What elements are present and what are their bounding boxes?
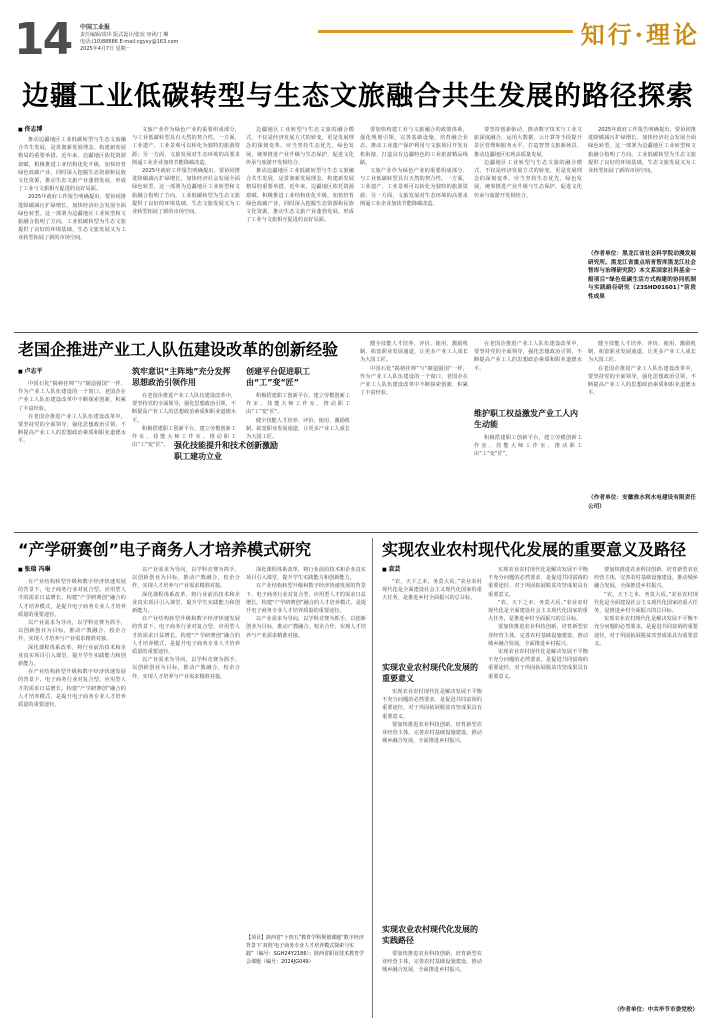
main-col-1 [18, 136, 126, 326]
main-byline: ■ 佟志博 [18, 126, 42, 134]
main-col-3 [246, 126, 354, 326]
article4-paragraph: 要加快推进农业科技创新，培育新型农业经营主体，完善农村基础设施建设，推动城乡融合发展，全面推进乡村振兴。 [382, 721, 482, 745]
article2-paragraph: 健全技能人才培养、评价、使用、激励机制，拓宽职业发展通道，让更多产业工人成长为大国工匠。 [588, 341, 696, 364]
article2-subhead-3: 强化技能提升和技术创新激励职工建功立业 [174, 440, 284, 462]
main-paragraph: 要坚持创新驱动，推动数字技术与工业文旅深度融合，运用大数据、云计算等手段提升景区管理和服务水平，打造智慧文旅新场景，推动边疆地区实现高质量发展。 [474, 127, 582, 158]
article3-paragraph: 深化课程体系改革，将行业前沿技术和企业真实项目引入课堂，提升学生实践能力和创新能力。 [132, 591, 240, 615]
main-paragraph: 边疆地区工业转型与生态文旅的融合模式，不仅是经济发展方式的转变，更是发展理念的深刻变革。应当坚持生态优先、绿色发展，统筹推进产业升级与生态保护，促进文化传承与旅游开发相结合。 [474, 159, 582, 199]
divider [14, 332, 698, 333]
main-headline: 边疆工业低碳转型与生态文旅融合共生发展的路径探索 [22, 81, 694, 112]
main-paragraph: 要加快构建工业与文旅融合的政策体系，强化规划引领，完善基础设施，培育融合业态，推动工业遗产保护利用与文旅项目开发有机衔接，打造具有边疆特色的工业旅游精品线路。 [360, 127, 468, 166]
article4-paragraph: “农，天下之本，务莫大焉。”农业农村现代化是全面建设社会主义现代化国家的重大任务，是推进乡村全面振兴的总目标。 [488, 599, 588, 623]
article2-author-note: （作者单位：安徽淮水利水电建设有限责任公司） [588, 495, 696, 510]
article3-paragraph: 在产业结构转型升级和数字经济快速发展的背景下，电子商务行业对复合型、应用型人才的需求日益增长。构建“产学研赛创”融合的人才培养模式，是提升电子商务专业人才培养质量的重要途径。 [18, 579, 126, 618]
article4-col-3 [594, 566, 698, 1002]
article3-paragraph: 深化课程体系改革，将行业前沿技术和企业真实项目引入课堂，提升学生实践能力和创新能力。 [246, 567, 366, 582]
article2-paragraph: 健全技能人才培养、评价、使用、激励机制，拓宽职业发展通道，让更多产业工人成长为大国工匠。 [246, 417, 350, 441]
article3-paragraph: 深化课程体系改革，将行业前沿技术和企业真实项目引入课堂，提升学生实践能力和创新能力。 [18, 644, 126, 668]
article4-col-1b [382, 688, 482, 920]
contact-line: 电话:(10)88886 E-mail:cgyxy@163.com [80, 39, 179, 45]
article2-subhead-2: 创建平台促进职工由“工”变“匠” [246, 367, 310, 387]
main-paragraph: 推动边疆地区工业低碳转型与生态文旅融合共生发展，是贯彻新发展理念、构建新发展格局的重要举措。近年来，边疆地区依托资源禀赋，积极推进工业结构优化升级，加快培育绿色低碳产业，同时深入挖掘生态资源和民族文化资源，推动生态文旅产业蓬勃发展，形成了工业与文旅相互促进的良好局面。 [246, 168, 354, 224]
article4-col-1a [382, 578, 482, 658]
main-col-4 [360, 126, 468, 326]
article3-paragraph: 以产业需求为导向，以学科竞赛为抓手，以创新创业为目标，推动产教融合、校企合作，实现人才培养与产业需求精准对接。 [132, 657, 240, 680]
article4-title: 实现农业农村现代化发展的重要意义及路径 [382, 540, 687, 559]
article2-paragraph: 中国石化“揭榜挂帅”与“制造强国”一样，作为产业工人队伍建设的一个窗口，老国企在产业工人队伍建设改革中不断探索创新，积累了丰富经验。 [18, 381, 126, 412]
column-divider [372, 538, 373, 1018]
article2-col-7 [588, 340, 696, 490]
main-paragraph: 2025年政府工作报告明确提出，要协同推进降碳减污扩绿增长，加快经济社会发展全面绿色转型。这一部署为边疆地区工业转型和文旅融合指明了方向。工业低碳转型为生态文旅提供了良好的环境基础，生态文旅发展又为工业转型拓展了新的市场空间。 [18, 194, 126, 242]
masthead [0, 0, 712, 66]
paper-name: 中国工业报 [80, 24, 111, 31]
editors-line: 责任编辑/周伟 版式设计/张宸 审读/丁琳 [80, 32, 169, 38]
article4-paragraph: 要加快推进农业科技创新，培育新型农业经营主体，完善农村基础设施建设，推动城乡融合发展，全面推进乡村振兴。 [488, 624, 588, 647]
page-number: 14 [14, 14, 72, 65]
article2-col-6 [474, 434, 582, 528]
article2-paragraph: 在老国企推进产业工人队伍建设改革中，要坚持党的全面领导，强化思想政治引领，不断提高产业工人的思想政治素质和职业道德水平。 [18, 413, 126, 445]
main-paragraph: 边疆地区工业转型与生态文旅的融合模式，不仅是经济发展方式的转变，更是发展理念的深刻变革。应当坚持生态优先、绿色发展，统筹推进产业升级与生态保护，促进文化传承与旅游开发相结合。 [246, 127, 354, 166]
article4-paragraph: “农，天下之本，务莫大焉。”农业农村现代化是全面建设社会主义现代化国家的重大任务，是推进乡村全面振兴的总目标。 [382, 579, 482, 602]
main-paragraph: 文旅产业作为绿色产业的重要组成部分，与工业低碳转型具有天然的契合性。一方面，工业遗产、工业景观可以转化为独特的旅游资源；另一方面，文旅发展对生态环境的高要求倒逼工业企业加快节能降碳改造。 [360, 168, 468, 207]
main-paragraph: 2025年政府工作报告明确提出，要协同推进降碳减污扩绿增长，加快经济社会发展全面绿色转型。这一部署为边疆地区工业转型和文旅融合指明了方向。工业低碳转型为生态文旅提供了良好的环境基础，生态文旅发展又为工业转型拓展了新的市场空间。 [132, 168, 240, 216]
article2-paragraph: 在老国企推进产业工人队伍建设改革中，要坚持党的全面领导，强化思想政治引领，不断提高产业工人的思想政治素质和职业道德水平。 [132, 393, 236, 424]
article3-paragraph: 以产业需求为导向，以学科竞赛为抓手，以创新创业为目标，推动产教融合、校企合作，实现人才培养与产业需求精准对接。 [18, 620, 126, 643]
main-author-note: （作者单位：黑龙江省社会科学院动漫发展研究所。黑龙江省重点培育智库黑龙江社会智库与治理研究院）本文系国家社科基金一般项目“绿色低碳生活方式构建的协同机制与实践路径研究（23SHD01601）”阶段性成果 [588, 251, 696, 300]
main-paragraph: 推动边疆地区工业低碳转型与生态文旅融合共生发展，是贯彻新发展理念、构建新发展格局的重要举措。近年来，边疆地区依托资源禀赋，积极推进工业结构优化升级，加快培育绿色低碳产业，同时深入挖掘生态资源和民族文化资源，推动生态文旅产业蓬勃发展，形成了工业与文旅相互促进的良好局面。 [18, 137, 126, 193]
article2-paragraph: 积极搭建职工创新平台，建立劳模创新工作室、技能大师工作室，推动职工由“工”变“匠”。 [132, 425, 236, 449]
article2-paragraph: 健全技能人才培养、评价、使用、激励机制，拓宽职业发展通道，让更多产业工人成长为大国工匠。 [360, 341, 468, 364]
main-col-6 [588, 126, 696, 244]
article2-paragraph: 积极搭建职工创新平台，建立劳模创新工作室、技能大师工作室，推动职工由“工”变“匠”。 [474, 435, 582, 458]
article3-paragraph: 以产业需求为导向，以学科竞赛为抓手，以创新创业为目标，推动产教融合、校企合作，实现人才培养与产业需求精准对接。 [132, 567, 240, 590]
article4-author-note: （作者单位：中共毕节市委党校） [614, 1007, 698, 1013]
article4-byline: ■ 袁芸 [382, 566, 400, 574]
article3-col-1 [18, 578, 126, 1014]
article3-paragraph: 在产业结构转型升级和数字经济快速发展的背景下，电子商务行业对复合型、应用型人才的需求日益增长。构建“产学研赛创”融合的人才培养模式，是提升电子商务专业人才培养质量的重要途径。 [246, 583, 366, 615]
article2-paragraph: 在老国企推进产业工人队伍建设改革中，要坚持党的全面领导，强化思想政治引领，不断提高产业工人的思想政治素质和职业道德水平。 [588, 365, 696, 397]
article3-paragraph: 在产业结构转型升级和数字经济快速发展的背景下，电子商务行业对复合型、应用型人才的需求日益增长。构建“产学研赛创”融合的人才培养模式，是提升电子商务专业人才培养质量的重要途径。 [132, 616, 240, 656]
divider [14, 532, 698, 533]
article4-paragraph: 要加快推进农业科技创新，培育新型农业经营主体，完善农村基础设施建设，推动城乡融合发展，全面推进乡村振兴。 [594, 567, 698, 590]
article4-paragraph: 实现农业农村现代化是解决发展不平衡不充分问题的必然要求，是促进共同富裕的重要途径，对于巩固拓展脱贫攻坚成果具有重要意义。 [594, 616, 698, 647]
article4-subhead-2: 实现农业农村现代化发展的实践路径 [382, 925, 478, 945]
article4-paragraph: 实现农业农村现代化是解决发展不平衡不充分问题的必然要求，是促进共同富裕的重要途径，对于巩固拓展脱贫攻坚成果具有重要意义。 [488, 567, 588, 598]
article4-paragraph: “农，天下之本，务莫大焉。”农业农村现代化是全面建设社会主义现代化国家的重大任务，是推进乡村全面振兴的总目标。 [594, 591, 698, 615]
article2-paragraph: 中国石化“揭榜挂帅”与“制造强国”一样，作为产业工人队伍建设的一个窗口，老国企在产业工人队伍建设改革中不断探索创新，积累了丰富经验。 [360, 365, 468, 397]
article4-subhead-1: 实现农业农村现代化发展的重要意义 [382, 663, 478, 683]
article3-title: “产学研赛创”电子商务人才培养模式研究 [18, 540, 312, 559]
main-col-5 [474, 126, 582, 326]
article4-paragraph: 实现农业农村现代化是解决发展不平衡不充分问题的必然要求，是促进共同富裕的重要途径，对于巩固拓展脱贫攻坚成果具有重要意义。 [488, 649, 588, 680]
article2-subhead-4: 维护职工权益激发产业工人内生动能 [474, 409, 578, 429]
article2-col-1 [18, 380, 126, 528]
main-col-2 [132, 126, 240, 326]
article2-byline: ■ 卢志平 [18, 368, 42, 376]
date-line: 2025年4月7日 星期一 [80, 46, 131, 52]
article3-paragraph: 在产业结构转型升级和数字经济快速发展的背景下，电子商务行业对复合型、应用型人才的需求日益增长。构建“产学研赛创”融合的人才培养模式，是提升电子商务专业人才培养质量的重要途径。 [18, 669, 126, 709]
article2-title: 老国企推进产业工人队伍建设改革的创新经验 [18, 340, 339, 359]
article3-col-2 [132, 566, 240, 1014]
article4-paragraph: 要加快推进农业科技创新，培育新型农业经营主体，完善农村基础设施建设，推动城乡融合发展，全面推进乡村振兴。 [382, 951, 482, 974]
article3-byline: ■ 张瑞 冯琳 [18, 566, 51, 574]
article4-col-2 [488, 566, 588, 1014]
article2-paragraph: 积极搭建职工创新平台，建立劳模创新工作室、技能大师工作室，推动职工由“工”变“匠”。 [246, 393, 350, 416]
article4-paragraph: 实现农业农村现代化是解决发展不平衡不充分问题的必然要求，是促进共同富裕的重要途径，对于巩固拓展脱贫攻坚成果具有重要意义。 [382, 689, 482, 720]
article3-col-3 [246, 566, 366, 926]
section-title: 知行·理论 [573, 22, 700, 48]
article4-col-1c [382, 950, 482, 1014]
main-paragraph: 文旅产业作为绿色产业的重要组成部分，与工业低碳转型具有天然的契合性。一方面，工业遗产、工业景观可以转化为独特的旅游资源；另一方面，文旅发展对生态环境的高要求倒逼工业企业加快节能降碳改造。 [132, 127, 240, 166]
article2-col-5 [474, 340, 582, 404]
article2-col-4 [360, 340, 468, 528]
article3-fund-note: 【项目】陕西省“十四五”教育学科规划课题“数字经济背景下‘双创’电子商务专业人才培养模式探索与实践”（编号：SGH24Y2186）；陕西省职业技术教育学会课题（编号：2024JG049） [246, 935, 365, 965]
article2-paragraph: 在老国企推进产业工人队伍建设改革中，要坚持党的全面领导，强化思想政治引领，不断提高产业工人的思想政治素质和职业道德水平。 [474, 341, 582, 372]
page-meta [80, 24, 230, 53]
article3-paragraph: 以产业需求为导向，以学科竞赛为抓手，以创新创业为目标，推动产教融合、校企合作，实现人才培养与产业需求精准对接。 [246, 616, 366, 639]
main-paragraph: 2025年政府工作报告明确提出，要协同推进降碳减污扩绿增长，加快经济社会发展全面绿色转型。这一部署为边疆地区工业转型和文旅融合指明了方向。工业低碳转型为生态文旅提供了良好的环境基础，生态文旅发展又为工业转型拓展了新的市场空间。 [588, 127, 696, 175]
article2-subhead-1: 筑牢意识“主阵地”充分发挥思想政治引领作用 [132, 367, 231, 387]
